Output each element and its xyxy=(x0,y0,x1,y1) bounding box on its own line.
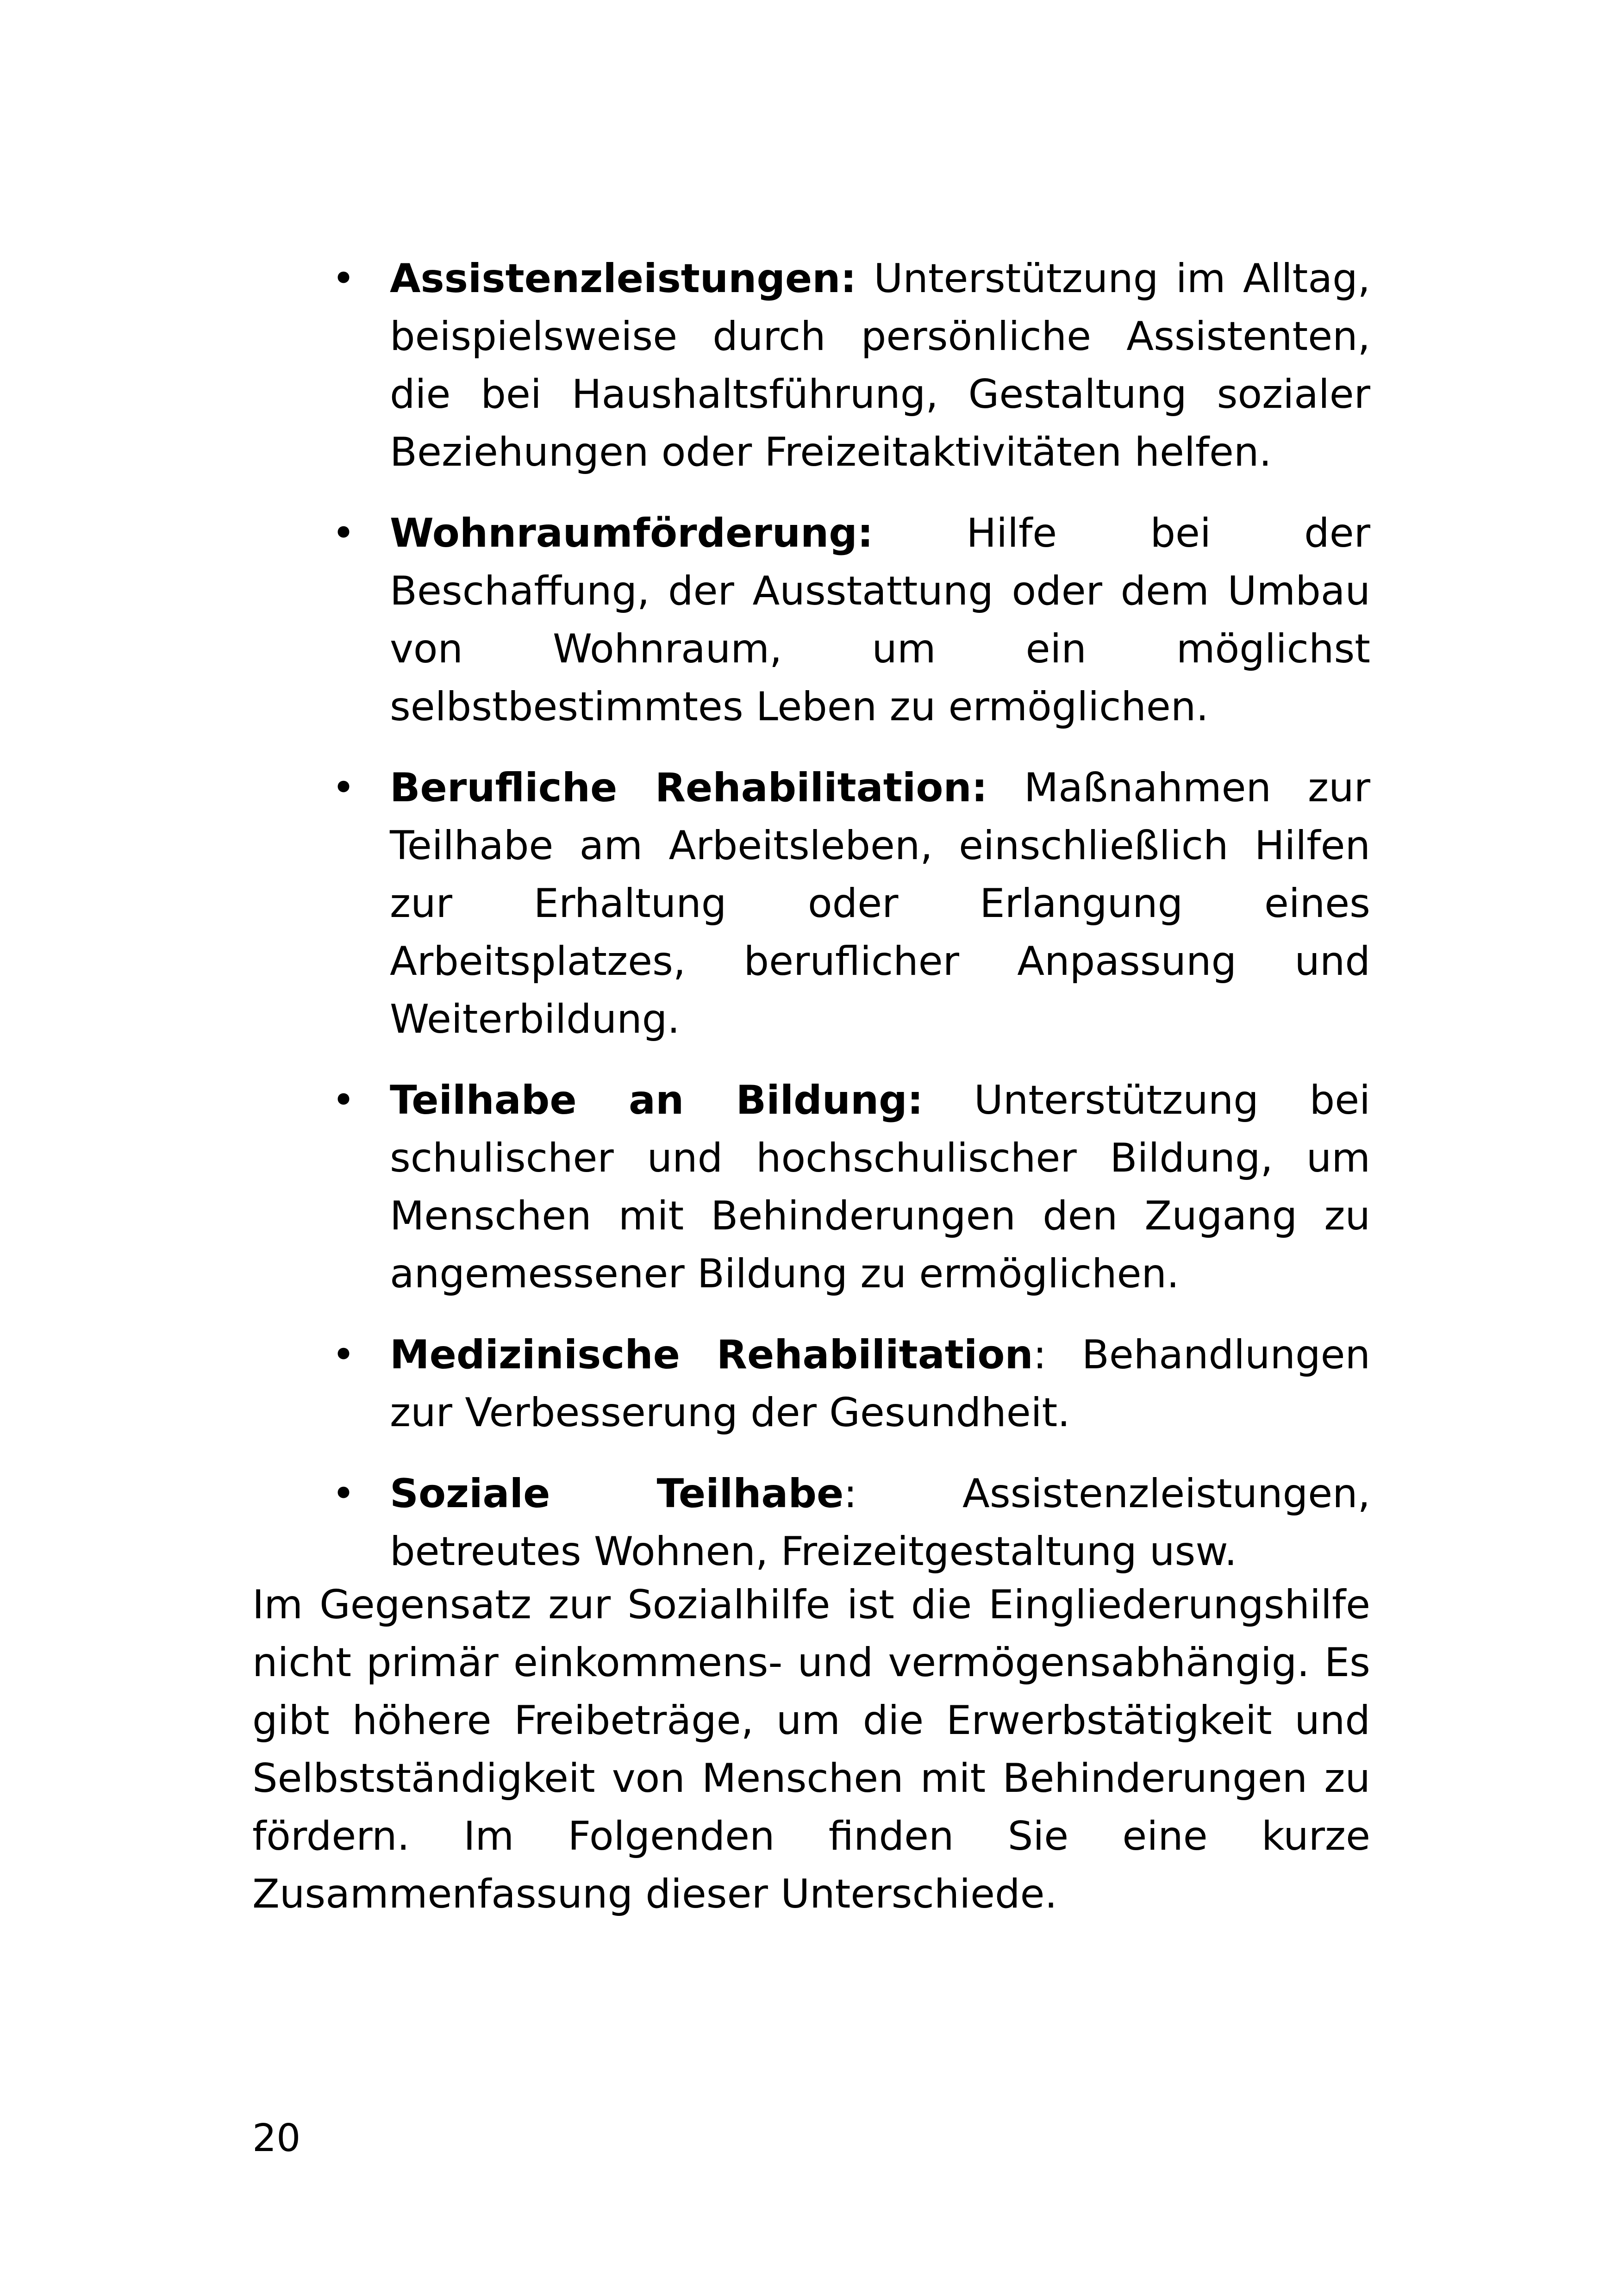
bullet-icon: • xyxy=(331,765,356,811)
list-item-text: Maßnahmen zur Teilhabe am Arbeitsleben, einschließlich Hilfen zur Erhaltung oder Erlangung eines Arbeitsplatzes, beruflicher Anpassung und Weiterbildung. xyxy=(390,765,1370,1042)
list-item-term: Medizinische Rehabilitation xyxy=(390,1332,1033,1378)
list-item-text: Hilfe bei der Beschaffung, der Ausstattung oder dem Umbau von Wohnraum, um ein möglichst selbstbestimmtes Leben zu ermöglichen. xyxy=(390,510,1370,730)
list-item-term: Teilhabe an Bildung: xyxy=(390,1077,924,1123)
list-item-term: Wohnraumförderung: xyxy=(390,510,874,556)
page-number: 20 xyxy=(252,2116,301,2160)
list-item-assistenzleistungen xyxy=(331,250,1370,481)
bullet-icon: • xyxy=(331,1471,356,1517)
list-item-term: Soziale Teilhabe xyxy=(390,1471,844,1517)
list-item-text: Unterstützung bei schulischer und hochschulischer Bildung, um Menschen mit Behinderungen den Zugang zu angemessener Bildung zu ermöglichen. xyxy=(390,1077,1370,1297)
bullet-icon: • xyxy=(331,1077,356,1123)
benefits-list xyxy=(324,250,1370,1604)
list-item-medizinische-rehabilitation xyxy=(331,1326,1370,1442)
bullet-icon: • xyxy=(331,1332,356,1378)
list-item-text: : Behandlungen zur Verbesserung der Gesundheit. xyxy=(390,1332,1370,1436)
bullet-icon: • xyxy=(331,256,356,302)
list-item-teilhabe-an-bildung xyxy=(331,1072,1370,1303)
list-item-text: Unterstützung im Alltag, beispielsweise durch persönliche Assistenten, die bei Haushaltsführung, Gestaltung sozialer Beziehungen oder Freizeitaktivitäten helfen. xyxy=(390,256,1370,475)
list-item-term: Assistenzleistungen: xyxy=(390,256,856,302)
body-paragraph: Im Gegensatz zur Sozialhilfe ist die Eingliederungshilfe nicht primär einkommens- und vermögensabhängig. Es gibt höhere Freibeträge, um die Erwerbstätigkeit und Selbstständigkeit von Menschen mit Behinderungen zu fördern. Im Folgenden finden Sie eine kurze Zusammenfassung dieser Unterschiede. xyxy=(252,1582,1370,1917)
list-item-text: : Assistenzleistungen, betreutes Wohnen, Freizeitgestaltung usw. xyxy=(390,1471,1370,1575)
list-item-term: Berufliche Rehabilitation: xyxy=(390,765,988,811)
list-item-soziale-teilhabe xyxy=(331,1465,1370,1581)
list-item-berufliche-rehabilitation xyxy=(331,759,1370,1048)
list-item-wohnraumfoerderung xyxy=(331,505,1370,736)
bullet-icon: • xyxy=(331,510,356,556)
